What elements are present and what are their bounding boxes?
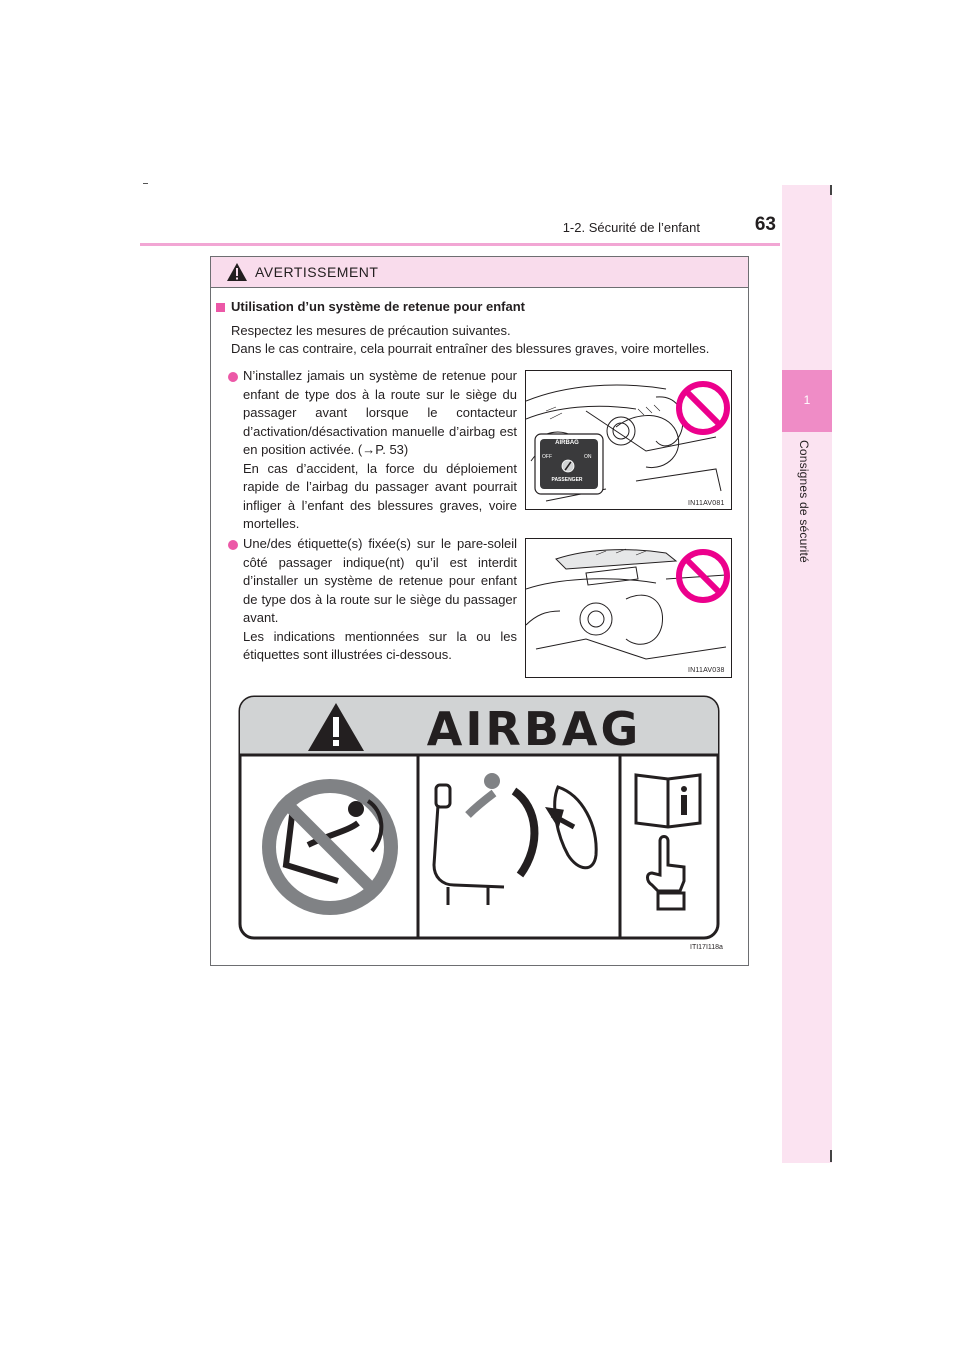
chapter-number: 1 bbox=[803, 393, 811, 407]
label-word: AIRBAG bbox=[426, 702, 642, 756]
airbag-warning-label bbox=[238, 695, 720, 940]
bullet-paragraph bbox=[243, 535, 517, 665]
topic-title: Utilisation d’un système de retenue pour enfant bbox=[231, 299, 525, 314]
no-rear-facing-seat-icon bbox=[262, 779, 398, 915]
prohibition-icon bbox=[674, 547, 732, 605]
prohibition-icon bbox=[674, 379, 732, 437]
switch-on-label: ON bbox=[584, 454, 592, 460]
figure-code: IN11AV081 bbox=[688, 500, 725, 507]
warning-triangle-icon bbox=[226, 262, 248, 282]
dashboard-airbag-switch-figure bbox=[525, 370, 732, 510]
crop-mark bbox=[830, 185, 832, 195]
page-number: 63 bbox=[754, 214, 776, 235]
bullet-dot-icon bbox=[228, 540, 238, 550]
topic-bullet-icon bbox=[216, 303, 225, 312]
figure-code: ITI17I118a bbox=[690, 944, 723, 951]
crop-mark bbox=[830, 1150, 832, 1162]
warning-title: AVERTISSEMENT bbox=[255, 264, 379, 280]
owners-manual-icon bbox=[636, 775, 700, 827]
bullet-dot-icon bbox=[228, 372, 238, 382]
figure-code: IN11AV038 bbox=[688, 667, 725, 674]
crop-mark bbox=[143, 183, 148, 184]
bullet-text: Une/des étiquette(s) fixée(s) sur le pare-soleil côté passager indique(nt) qu’il est interdit d’installer un système de retenue pour enfant de type dos à la route sur le siège du passager avant. bbox=[243, 536, 517, 625]
header-rule bbox=[140, 243, 780, 246]
switch-off-label: OFF bbox=[542, 454, 552, 460]
bullet-text: N’installez jamais un système de retenue pour enfant de type dos à la route sur le siège du passager avant lorsque le contacteur d’activation/désactivation manuelle d’airbag est en position activée. (→P. 53) bbox=[243, 368, 517, 457]
bullet-text: Les indications mentionnées sur la ou les étiquettes sont illustrées ci-dessous. bbox=[243, 628, 517, 662]
bullet-paragraph bbox=[243, 367, 517, 534]
switch-title: AIRBAG bbox=[555, 440, 579, 446]
section-title: 1-2. Sécurité de l’enfant bbox=[562, 220, 700, 235]
chapter-strip bbox=[782, 185, 832, 1163]
chapter-label: Consignes de sécurité bbox=[797, 440, 811, 563]
switch-passenger-label: PASSENGER bbox=[551, 477, 583, 483]
bullet-text: En cas d’accident, la force du déploiement rapide de l’airbag du passager avant pourrait infliger à l’enfant des blessures graves, voire mortelles. bbox=[243, 460, 517, 531]
sun-visor-figure bbox=[525, 538, 732, 678]
intro-text: Dans le cas contraire, cela pourrait entraîner des blessures graves, voire mortelles. bbox=[231, 341, 710, 356]
key-slot-icon[interactable] bbox=[561, 459, 575, 473]
intro-text: Respectez les mesures de précaution suivantes. bbox=[231, 323, 511, 338]
